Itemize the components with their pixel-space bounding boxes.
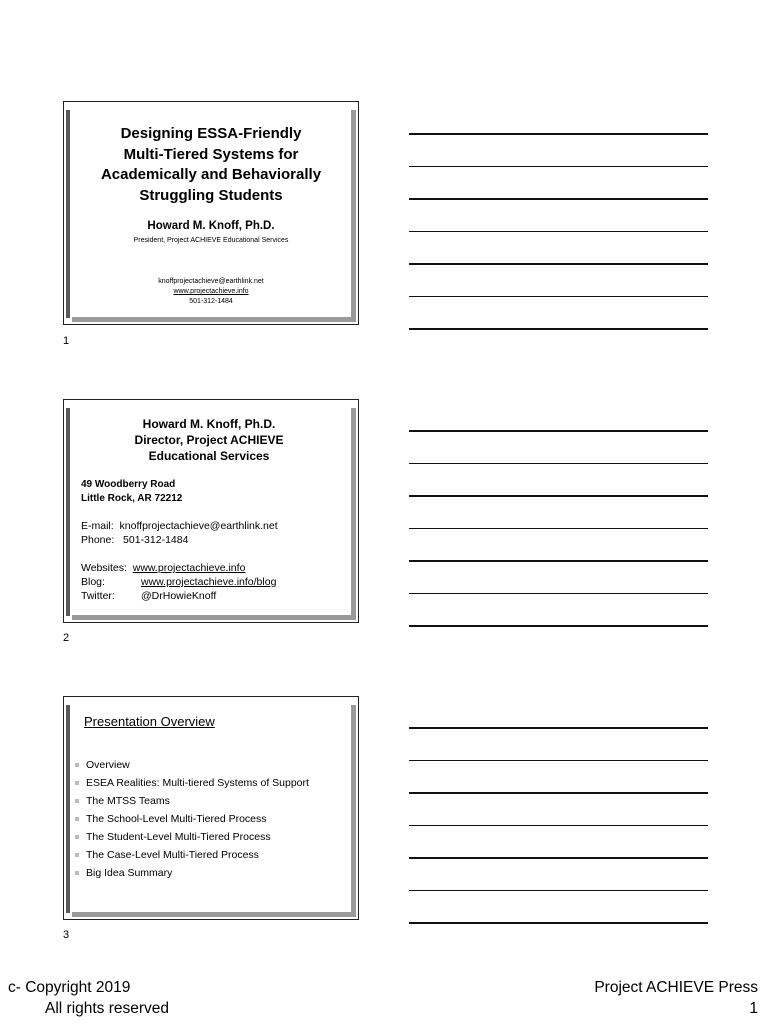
websites-label: Websites: — [81, 562, 127, 574]
address-line: Little Rock, AR 72212 — [81, 493, 183, 504]
phone-text: 501-312-1484 — [189, 298, 233, 305]
title-line: Designing ESSA-Friendly — [120, 125, 302, 142]
slide-frame-shadow — [66, 705, 70, 913]
publisher-footer — [594, 977, 758, 1019]
blog-label: Blog: — [81, 576, 105, 588]
title-line: Struggling Students — [139, 186, 283, 204]
slide-frame-shadow — [72, 912, 356, 917]
email-text: knoffprojectachieve@earthlink.net — [119, 520, 278, 532]
slide-frame-shadow — [66, 408, 70, 616]
notes-lines — [409, 133, 708, 361]
title-line: Multi-Tiered Systems for — [123, 145, 299, 163]
header-line: Howard M. Knoff, Ph.D. — [142, 417, 276, 431]
page-number: 1 — [749, 1000, 758, 1017]
slide-frame-shadow — [72, 615, 356, 620]
email-text: knoffprojectachieve@earthlink.net — [158, 278, 264, 285]
publisher-text: Project ACHIEVE Press — [594, 979, 758, 996]
author-name: Howard M. Knoff, Ph.D. — [147, 220, 275, 232]
list-item: Overview — [74, 756, 309, 774]
email-label: E-mail: — [81, 520, 114, 532]
address-line: 49 Woodberry Road — [81, 479, 176, 490]
slide-number: 3 — [63, 929, 70, 941]
slide-title — [78, 124, 344, 206]
list-item: The MTSS Teams — [74, 792, 309, 810]
list-item: Big Idea Summary — [74, 864, 309, 882]
slide-number: 2 — [63, 632, 70, 644]
slide-frame-shadow — [66, 110, 70, 318]
slide-frame-shadow — [351, 705, 356, 916]
slide-3 — [63, 696, 359, 920]
notes-lines — [409, 727, 708, 955]
twitter-label: Twitter: — [81, 590, 115, 602]
twitter-handle: @DrHowieKnoff — [141, 590, 217, 602]
blog-link[interactable]: www.projectachieve.info/blog — [141, 576, 277, 588]
web-block — [81, 561, 276, 603]
slide-frame-shadow — [351, 408, 356, 619]
list-item: The Student-Level Multi-Tiered Process — [74, 828, 309, 846]
slide-frame-shadow — [72, 317, 356, 322]
author-role: President, Project ACHIEVE Educational Services — [133, 237, 289, 244]
slide-number: 1 — [63, 335, 70, 347]
phone-label: Phone: — [81, 534, 115, 546]
list-item: ESEA Realities: Multi-tiered Systems of Support — [74, 774, 309, 792]
slide-1 — [63, 101, 359, 325]
slide-2 — [63, 399, 359, 623]
website-link[interactable]: www.projectachieve.info — [132, 562, 246, 574]
copyright-text: c- Copyright 2019 — [8, 979, 131, 996]
title-line: Academically and Behaviorally — [100, 166, 322, 183]
address — [81, 478, 182, 506]
phone-text: 501-312-1484 — [123, 534, 189, 546]
rights-text: All rights reserved — [45, 1000, 170, 1017]
copyright-footer — [8, 977, 169, 1019]
list-item: The School-Level Multi-Tiered Process — [74, 810, 309, 828]
slide-header — [74, 416, 344, 464]
slide-frame-shadow — [351, 110, 356, 321]
contact-block — [81, 519, 278, 547]
list-item: The Case-Level Multi-Tiered Process — [74, 846, 309, 864]
slide-title: Presentation Overview — [84, 714, 215, 729]
contact-block — [74, 277, 348, 307]
header-line: Educational Services — [148, 449, 270, 463]
website-link[interactable]: www.projectachieve.info — [173, 288, 249, 295]
bullet-list — [74, 756, 309, 882]
notes-lines — [409, 430, 708, 658]
header-line: Director, Project ACHIEVE — [134, 433, 284, 447]
